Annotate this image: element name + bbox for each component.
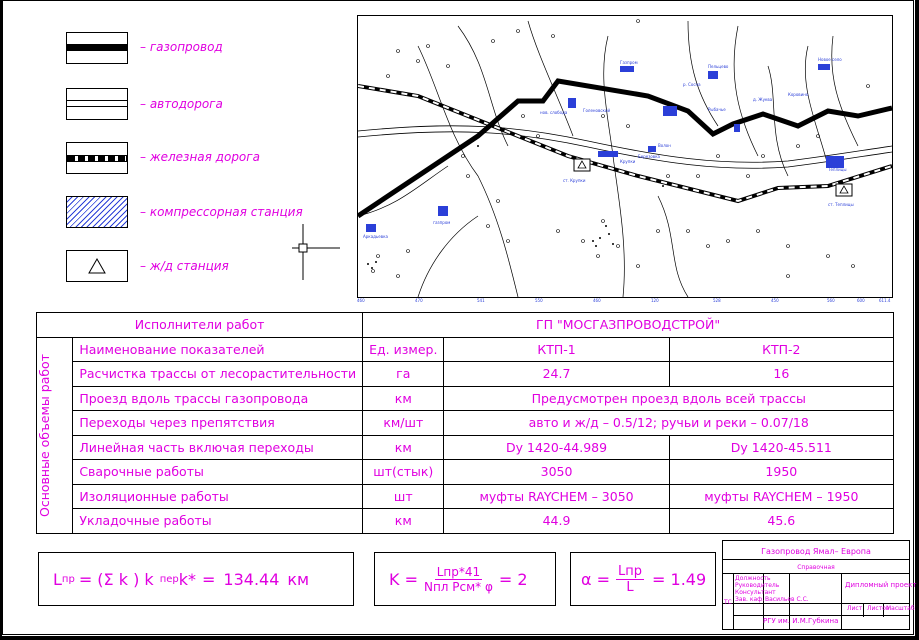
formula-length xyxy=(38,552,354,606)
map-label: Новое село xyxy=(818,57,842,62)
row-ktp1: 44.9 xyxy=(444,509,669,534)
map-label: р. Сосна xyxy=(683,82,701,87)
formula-numerator: Lпр*41 xyxy=(436,564,481,579)
row-name: Укладочные работы xyxy=(73,509,363,534)
row-unit: км xyxy=(363,435,444,460)
route-map xyxy=(357,15,893,298)
stamp-subtitle: Справочная xyxy=(797,564,835,571)
map-label: Коровино xyxy=(788,92,809,97)
formula-denominator: L xyxy=(626,579,634,595)
side-label-cell xyxy=(37,337,73,533)
table-row xyxy=(37,460,894,485)
formula-value: 134.44 xyxy=(223,569,280,589)
formula-symbol: α = xyxy=(581,569,611,589)
legend-station-label: – ж/д станция xyxy=(140,259,229,273)
map-label: Волон xyxy=(658,143,671,148)
row-unit: шт xyxy=(363,484,444,509)
row-merged: авто и ж/д – 0.5/12; ручьи и реки – 0.07/18 xyxy=(444,411,894,436)
stamp-col: Листов xyxy=(867,605,890,612)
row-unit: Ед. измер. xyxy=(363,337,444,362)
row-name: Изоляционные работы xyxy=(73,484,363,509)
row-ktp2: Dy 1420-45.511 xyxy=(669,435,893,460)
formula-fraction xyxy=(616,564,644,595)
map-label: Голеновский xyxy=(583,108,611,113)
formula-symbol: k* xyxy=(178,569,196,589)
legend-pipeline-symbol xyxy=(66,32,128,64)
legend-road-label: – автодорога xyxy=(140,97,223,111)
row-ktp1: муфты RAYCHEM – 3050 xyxy=(444,484,669,509)
formula-value: = 2 xyxy=(498,569,528,589)
row-name: Наименование показателей xyxy=(73,337,363,362)
stamp-project: Дипломный проект xyxy=(845,581,917,589)
table-row xyxy=(37,435,894,460)
map-label: нов. слобода xyxy=(540,110,568,115)
formula-symbol: K = xyxy=(389,569,418,589)
table-row xyxy=(37,411,894,436)
legend-road-symbol xyxy=(66,88,128,120)
crosshair-cursor-icon xyxy=(292,222,342,282)
works-table xyxy=(36,312,894,534)
row-unit: шт(стык) xyxy=(363,460,444,485)
map-tick: 560 xyxy=(827,298,835,303)
formula-denominator: Nпл Pсм* φ xyxy=(423,579,493,594)
stamp-role: Консультант xyxy=(735,589,776,596)
table-row xyxy=(37,484,894,509)
stamp-role: Руководитель xyxy=(735,582,780,589)
map-label: Пельцево xyxy=(708,64,729,69)
formula-unit: км xyxy=(287,569,310,589)
table-row xyxy=(37,362,894,387)
formula-alpha xyxy=(570,552,716,606)
map-label: Березовка xyxy=(638,154,661,159)
map-label: Аркадьевка xyxy=(363,234,388,239)
formula-subscript: пр xyxy=(61,573,75,585)
map-label: Крупки xyxy=(620,159,636,164)
row-name: Проезд вдоль трассы газопровода xyxy=(73,386,363,411)
map-tick: 120 xyxy=(651,298,659,303)
stamp-role: Зав. каф. xyxy=(735,596,765,603)
row-ktp2: муфты RAYCHEM – 1950 xyxy=(669,484,893,509)
map-label: Газпром xyxy=(620,60,638,65)
table-row xyxy=(37,509,894,534)
map-tick: 611.4 xyxy=(879,298,891,303)
stamp-col: Масштаб xyxy=(886,605,915,612)
legend-compressor-symbol xyxy=(66,196,128,228)
row-unit: км xyxy=(363,509,444,534)
row-name: Переходы через препятствия xyxy=(73,411,363,436)
map-label: газпром xyxy=(433,220,451,225)
row-ktp2: КТП-2 xyxy=(669,337,893,362)
map-tick: 450 xyxy=(771,298,779,303)
row-name: Сварочные работы xyxy=(73,460,363,485)
executor-name: ГП "МОСГАЗПРОВОДСТРОЙ" xyxy=(363,313,894,338)
formula-coefficient xyxy=(374,552,556,606)
triangle-icon xyxy=(67,251,127,281)
formula-value: = 1.49 xyxy=(652,569,707,589)
table-row xyxy=(37,313,894,338)
table-row xyxy=(37,386,894,411)
row-name: Линейная часть включая переходы xyxy=(73,435,363,460)
row-ktp2: 45.6 xyxy=(669,509,893,534)
formula-subscript: пер xyxy=(159,573,179,585)
stamp-tc: ТС xyxy=(724,599,732,606)
row-unit: км/шт xyxy=(363,411,444,436)
formula-fraction xyxy=(424,565,493,594)
stamp-col: Лист xyxy=(847,605,863,612)
map-tick: 460 xyxy=(593,298,601,303)
row-ktp2: 16 xyxy=(669,362,893,387)
map-label: ст. Теплицы xyxy=(828,202,854,207)
row-ktp1: Dy 1420-44.989 xyxy=(444,435,669,460)
map-tick: 460 xyxy=(357,298,365,303)
map-label: Рыбачье xyxy=(708,107,726,112)
stamp-org: РГУ им. И.М.Губкина xyxy=(763,617,839,625)
formula-equals: = xyxy=(202,569,216,589)
row-name: Расчистка трассы от лесорастительности xyxy=(73,362,363,387)
row-ktp2: 1950 xyxy=(669,460,893,485)
row-ktp1: 3050 xyxy=(444,460,669,485)
formula-symbol: L xyxy=(53,569,62,589)
legend-pipeline-label: – газопровод xyxy=(140,40,223,54)
map-scale-ticks xyxy=(357,298,891,306)
map-tick: 470 xyxy=(415,298,423,303)
map-label: д. Жуква xyxy=(753,97,773,102)
table-row xyxy=(37,337,894,362)
legend-railway-label: – железная дорога xyxy=(140,150,260,164)
stamp-title: Газопровод Ямал– Европа xyxy=(761,547,871,556)
formula-numerator: Lпр xyxy=(618,563,643,579)
row-merged: Предусмотрен проезд вдоль всей трассы xyxy=(444,386,894,411)
legend-station-symbol xyxy=(66,250,128,282)
map-tick: 528 xyxy=(713,298,721,303)
formula-expression: = (Σ k ) k xyxy=(78,569,154,589)
map-tick: 541 xyxy=(477,298,485,303)
title-block xyxy=(722,540,917,630)
row-unit: га xyxy=(363,362,444,387)
map-label: ст. Крупки xyxy=(563,178,586,183)
stamp-role: Васильев С.С. xyxy=(765,596,809,603)
row-ktp1: 24.7 xyxy=(444,362,669,387)
row-ktp1: КТП-1 xyxy=(444,337,669,362)
map-tick: 600 xyxy=(857,298,865,303)
map-label: Теплицы xyxy=(828,167,847,172)
side-label: Основные объемы работ xyxy=(37,353,52,517)
map-canvas xyxy=(358,16,892,297)
row-unit: км xyxy=(363,386,444,411)
executors-label: Исполнители работ xyxy=(37,313,363,338)
legend-railway-symbol xyxy=(66,142,128,174)
stamp-role: Должность xyxy=(735,575,771,582)
map-tick: 550 xyxy=(535,298,543,303)
legend-compressor-label: – компрессорная станция xyxy=(140,205,303,219)
